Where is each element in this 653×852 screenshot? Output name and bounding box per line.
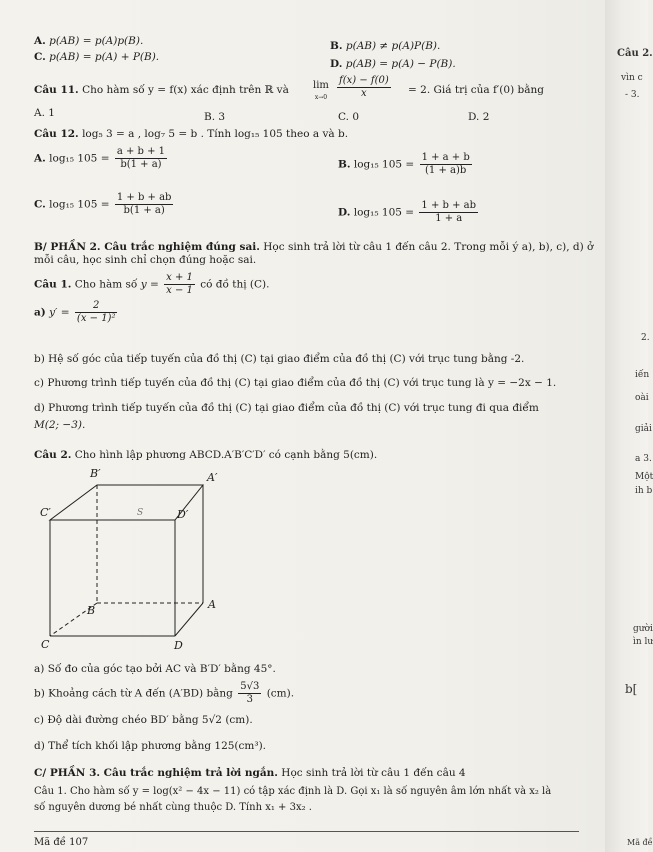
q11-option-a: A. 1 <box>34 107 55 119</box>
q11-option-d: D. 2 <box>468 111 490 123</box>
q12-option-b: B. log₁₅ 105 = $\frac{1 + a + b}{(1 + a)b}$ <box>338 152 470 176</box>
margin-text-12: ìn lư <box>633 637 653 647</box>
part-c-q1: Câu 1. Cho hàm số y = log(x² − 4x − 11) có tập xác định là D. Gọi x₁ là số nguyên âm lớn nhất và x₂ là <box>34 786 552 797</box>
label-c: C <box>41 638 50 651</box>
margin-footer-code: Mã đề <box>627 838 653 847</box>
margin-text-3: - 3. <box>625 90 640 100</box>
b1-item-c: c) Phương trình tiếp tuyến của đồ thị (C) tại giao điểm của đồ thị (C) với trục tung là y = −2x − 1. <box>34 377 557 389</box>
b2-item-d: d) Thể tích khối lập phương bằng 125(cm³). <box>34 740 267 752</box>
label-d-prime: D′ <box>177 508 189 521</box>
b1-item-d-point: M(2; −3). <box>34 419 86 431</box>
label-c-prime: C′ <box>40 506 51 519</box>
q10-option-b: B. p(AB) ≠ p(A)P(B). <box>330 40 441 52</box>
b2-item-c: c) Độ dài đường chéo BD′ bằng 5√2 (cm). <box>34 714 253 726</box>
q11-limit: lim x→0 <box>313 80 329 101</box>
q10-option-c: C. p(AB) = p(A) + P(B). <box>34 51 160 63</box>
margin-text-6: oài <box>635 393 649 403</box>
margin-text-1: Câu 2. <box>617 48 653 59</box>
margin-text-9: Một <box>635 472 653 482</box>
q11-stem: Câu 11. Cho hàm số y = f(x) xác định trên ℝ và <box>34 84 289 96</box>
label-a-prime: A′ <box>207 471 218 484</box>
label-s: S <box>137 508 144 518</box>
label-b: B <box>87 604 96 617</box>
margin-text-2: vìn c <box>621 73 643 83</box>
q11-tail: = 2. Giá trị của f′(0) bằng <box>408 84 544 96</box>
q12-stem: Câu 12. log₅ 3 = a , log₇ 5 = b . Tính log₁₅ 105 theo a và b. <box>34 128 349 140</box>
part-c-heading: C/ PHẦN 3. Câu trắc nghiệm trả lời ngắn. Học sinh trả lời từ câu 1 đến câu 4 <box>34 767 466 779</box>
footer-divider <box>34 831 579 832</box>
margin-text-11: gười <box>633 624 653 634</box>
q11-option-b: B. 3 <box>204 111 226 123</box>
margin-text-4: 2. <box>641 333 650 343</box>
label-a: A <box>208 598 216 611</box>
cube-edge-da <box>175 603 203 636</box>
q12-option-a: A. log₁₅ 105 = $\frac{a + b + 1}{b(1 + a)}$ <box>34 146 166 170</box>
label-b-prime: B′ <box>90 467 101 480</box>
q11-fraction: $\frac{f(x) - f(0)}{x}$ <box>339 75 389 99</box>
margin-text-5: iến <box>635 370 650 380</box>
footer-exam-code: Mã đề 107 <box>34 837 89 848</box>
adjacent-page-fragment <box>605 0 653 852</box>
b1-item-d: d) Phương trình tiếp tuyến của đồ thị (C) tại giao điểm của đồ thị (C) với trục tung đi qua điểm <box>34 402 539 414</box>
q12-option-d: D. log₁₅ 105 = $\frac{1 + b + ab}{1 + a}$ <box>338 200 477 224</box>
part-b-heading: B/ PHẦN 2. Câu trắc nghiệm đúng sai. Học sinh trả lời từ câu 1 đến câu 2. Trong mỗi ý a), b), c), d) ở <box>34 241 594 253</box>
b1-stem: Câu 1. Cho hàm số y = $\frac{x + 1}{x - 1}$ có đồ thị (C). <box>34 272 270 296</box>
q10-option-a: A. p(AB) = p(A)p(B). <box>34 35 144 47</box>
q10-option-d: D. p(AB) = p(A) − P(B). <box>330 58 456 70</box>
cube-figure <box>40 462 250 652</box>
part-c-q1-cont: số nguyên dương bé nhất cùng thuộc D. Tính x₁ + 3x₂ . <box>34 802 312 813</box>
b1-item-a: a) y′ = $\frac{2}{\text{(x − 1)²}}$ <box>34 300 116 324</box>
b2-stem: Câu 2. Cho hình lập phương ABCD.A′B′C′D′ có cạnh bằng 5(cm). <box>34 449 378 461</box>
q12-option-c: C. log₁₅ 105 = $\frac{1 + b + ab}{b(1 + a)}$ <box>34 192 172 216</box>
b1-item-b: b) Hệ số góc của tiếp tuyến của đồ thị (C) tại giao điểm của đồ thị (C) với trục tung bằng -2. <box>34 353 525 365</box>
margin-text-13: b[ <box>625 682 638 696</box>
margin-text-10: ih b <box>635 486 653 496</box>
q11-option-c: C. 0 <box>338 111 360 123</box>
label-d: D <box>174 639 183 652</box>
margin-text-8: a 3. <box>635 454 652 464</box>
part-b-instructions: mỗi câu, học sinh chỉ chọn đúng hoặc sai. <box>34 254 257 266</box>
b2-item-a: a) Số đo của góc tạo bởi AC và B′D′ bằng 45°. <box>34 663 276 675</box>
margin-text-7: giải <box>635 424 652 434</box>
b2-item-b: b) Khoảng cách từ A đến (A′BD) bằng $\frac{5√3}{3}$ (cm). <box>34 681 295 705</box>
